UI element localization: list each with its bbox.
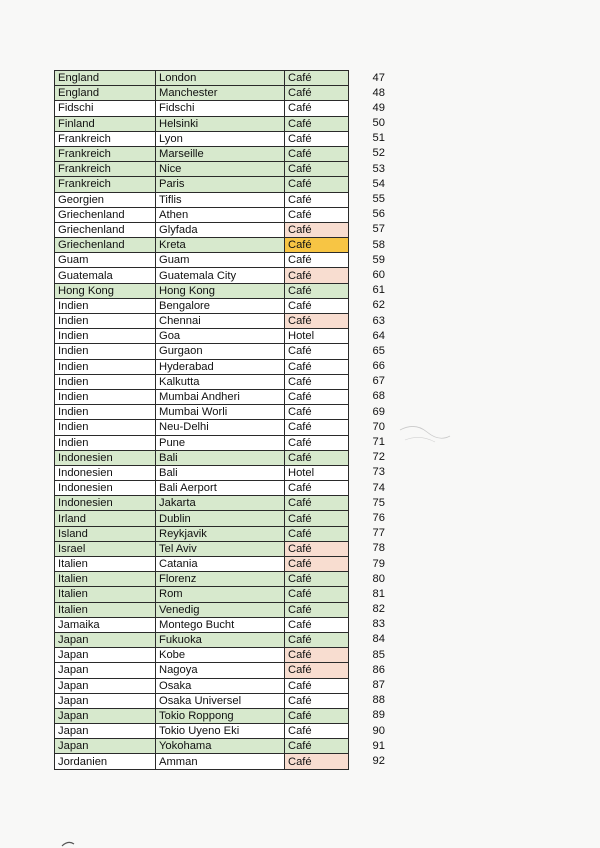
table-row	[55, 526, 350, 541]
type-cell: Café	[285, 435, 349, 450]
table-row	[55, 71, 350, 86]
row-number-cell	[349, 329, 385, 344]
row-number-cell	[349, 207, 385, 222]
row-number-cell	[349, 541, 385, 556]
scan-mark	[60, 838, 78, 848]
row-number: 55	[372, 193, 385, 205]
city-cell: Athen	[156, 207, 285, 222]
type-cell: Café	[285, 359, 349, 374]
row-number-cell	[349, 131, 385, 146]
row-number-cell	[349, 465, 385, 480]
table-row	[55, 192, 350, 207]
row-number-cell	[349, 526, 385, 541]
city-cell: Rom	[156, 587, 285, 602]
city-cell: London	[156, 71, 285, 86]
table-row	[55, 359, 350, 374]
row-number: 91	[372, 739, 385, 752]
city-cell: Dublin	[156, 511, 285, 526]
country-cell: Indonesien	[55, 496, 156, 511]
row-number: 49	[372, 101, 385, 114]
type-cell: Café	[285, 526, 349, 541]
city-cell: Montego Bucht	[156, 617, 285, 632]
table-row	[55, 708, 350, 723]
row-number: 52	[372, 147, 385, 160]
city-cell: Tokio Roppong	[156, 708, 285, 723]
row-number-cell	[349, 708, 385, 723]
row-number-cell	[349, 617, 385, 632]
country-cell: Indien	[55, 420, 156, 435]
country-cell: Island	[55, 526, 156, 541]
city-cell: Bali Aerport	[156, 481, 285, 496]
type-cell: Café	[285, 405, 349, 420]
city-cell: Tokio Uyeno Eki	[156, 724, 285, 739]
city-cell: Venedig	[156, 602, 285, 617]
type-cell: Café	[285, 314, 349, 329]
table-row	[55, 754, 350, 769]
city-cell: Guatemala City	[156, 268, 285, 283]
row-number: 80	[372, 572, 385, 585]
table-row	[55, 648, 350, 663]
table-row	[55, 298, 350, 313]
table-row	[55, 496, 350, 511]
country-cell: Japan	[55, 648, 156, 663]
type-cell: Café	[285, 632, 349, 647]
country-cell: Italien	[55, 557, 156, 572]
type-cell: Café	[285, 86, 349, 101]
table-row	[55, 268, 350, 283]
country-cell: Hong Kong	[55, 283, 156, 298]
row-number: 64	[372, 329, 385, 342]
table-row	[55, 739, 350, 754]
row-number-cell	[349, 663, 385, 678]
row-number: 51	[372, 132, 385, 145]
country-cell: Frankreich	[55, 131, 156, 146]
row-number: 81	[372, 587, 385, 600]
type-cell: Café	[285, 724, 349, 739]
country-cell: Japan	[55, 678, 156, 693]
table-row	[55, 678, 350, 693]
country-cell: Georgien	[55, 192, 156, 207]
row-number: 85	[372, 648, 385, 661]
type-cell: Café	[285, 511, 349, 526]
row-number-cell	[349, 511, 385, 526]
row-number: 59	[372, 253, 385, 266]
row-number-cell	[349, 632, 385, 647]
country-cell: Indien	[55, 374, 156, 389]
city-cell: Pune	[156, 435, 285, 450]
country-cell: Guam	[55, 253, 156, 268]
table-row	[55, 481, 350, 496]
country-cell: Frankreich	[55, 177, 156, 192]
table-body	[55, 71, 385, 770]
country-cell: Indonesien	[55, 450, 156, 465]
city-cell: Catania	[156, 557, 285, 572]
city-cell: Kobe	[156, 648, 285, 663]
table-row	[55, 222, 350, 237]
row-number: 50	[372, 117, 385, 130]
type-cell: Hotel	[285, 329, 349, 344]
row-number-cell	[349, 374, 385, 389]
country-cell: Indien	[55, 389, 156, 404]
city-cell: Paris	[156, 177, 285, 192]
row-number-cell	[349, 648, 385, 663]
type-cell: Café	[285, 389, 349, 404]
city-cell: Tiflis	[156, 192, 285, 207]
table-row	[55, 541, 350, 556]
type-cell: Café	[285, 162, 349, 177]
city-cell: Florenz	[156, 572, 285, 587]
row-number: 86	[372, 663, 385, 676]
type-cell: Hotel	[285, 465, 349, 480]
row-number: 76	[372, 511, 385, 524]
row-number-cell	[349, 754, 385, 769]
type-cell: Café	[285, 177, 349, 192]
country-cell: Frankreich	[55, 162, 156, 177]
city-cell: Bali	[156, 465, 285, 480]
country-cell: Italien	[55, 572, 156, 587]
table-row	[55, 177, 350, 192]
city-cell: Bengalore	[156, 298, 285, 313]
type-cell: Café	[285, 708, 349, 723]
country-cell: Indien	[55, 329, 156, 344]
country-cell: Italien	[55, 602, 156, 617]
row-number-cell	[349, 177, 385, 192]
row-number: 54	[372, 177, 385, 190]
type-cell: Café	[285, 678, 349, 693]
row-number: 84	[372, 633, 385, 646]
table-row	[55, 329, 350, 344]
type-cell: Café	[285, 131, 349, 146]
row-number: 79	[372, 557, 385, 570]
city-cell: Kalkutta	[156, 374, 285, 389]
row-number: 61	[372, 284, 385, 297]
row-number-cell	[349, 481, 385, 496]
row-number-cell	[349, 314, 385, 329]
city-cell: Jakarta	[156, 496, 285, 511]
country-cell: Indien	[55, 359, 156, 374]
table-row	[55, 450, 350, 465]
row-number-cell	[349, 146, 385, 161]
country-cell: Japan	[55, 708, 156, 723]
country-cell: Griechenland	[55, 222, 156, 237]
country-cell: Frankreich	[55, 146, 156, 161]
type-cell: Café	[285, 344, 349, 359]
row-number-cell	[349, 283, 385, 298]
row-number-cell	[349, 298, 385, 313]
city-cell: Yokohama	[156, 739, 285, 754]
country-cell: England	[55, 86, 156, 101]
row-number: 67	[372, 375, 385, 388]
row-number: 57	[372, 223, 385, 236]
type-cell: Café	[285, 283, 349, 298]
row-number: 90	[372, 724, 385, 737]
table-row	[55, 420, 350, 435]
pencil-scribble	[395, 412, 455, 452]
row-number-cell	[349, 344, 385, 359]
city-cell: Gurgaon	[156, 344, 285, 359]
table-row	[55, 283, 350, 298]
type-cell: Café	[285, 663, 349, 678]
row-number: 66	[372, 360, 385, 373]
city-cell: Osaka Universel	[156, 693, 285, 708]
row-number: 60	[372, 268, 385, 281]
country-cell: Indien	[55, 344, 156, 359]
row-number-cell	[349, 71, 385, 86]
country-cell: Indien	[55, 314, 156, 329]
row-number: 75	[372, 496, 385, 509]
row-number: 89	[372, 709, 385, 722]
row-number: 63	[372, 314, 385, 327]
row-number-cell	[349, 739, 385, 754]
table-row	[55, 389, 350, 404]
type-cell: Café	[285, 648, 349, 663]
city-cell: Manchester	[156, 86, 285, 101]
type-cell: Café	[285, 496, 349, 511]
row-number-cell	[349, 450, 385, 465]
type-cell: Café	[285, 238, 349, 253]
row-number-cell	[349, 557, 385, 572]
type-cell: Café	[285, 587, 349, 602]
table-row	[55, 253, 350, 268]
row-number: 58	[372, 238, 385, 251]
country-cell: Indonesien	[55, 481, 156, 496]
row-number-cell	[349, 253, 385, 268]
country-cell: Indonesien	[55, 465, 156, 480]
row-number-cell	[349, 572, 385, 587]
type-cell: Café	[285, 481, 349, 496]
row-number: 77	[372, 527, 385, 540]
table-row	[55, 116, 350, 131]
country-cell: Indien	[55, 298, 156, 313]
table-row	[55, 101, 350, 116]
row-number-cell	[349, 238, 385, 253]
city-cell: Mumbai Andheri	[156, 389, 285, 404]
row-number-cell	[349, 496, 385, 511]
table-row	[55, 632, 350, 647]
country-cell: Jamaika	[55, 617, 156, 632]
country-cell: Japan	[55, 632, 156, 647]
city-cell: Nice	[156, 162, 285, 177]
row-number-cell	[349, 359, 385, 374]
country-cell: Japan	[55, 693, 156, 708]
type-cell: Café	[285, 602, 349, 617]
row-number: 65	[372, 344, 385, 357]
row-number: 78	[372, 542, 385, 555]
country-cell: Italien	[55, 587, 156, 602]
type-cell: Café	[285, 754, 349, 769]
type-cell: Café	[285, 298, 349, 313]
country-cell: Indien	[55, 405, 156, 420]
city-cell: Mumbai Worli	[156, 405, 285, 420]
type-cell: Café	[285, 374, 349, 389]
row-number-cell	[349, 86, 385, 101]
country-cell: England	[55, 71, 156, 86]
row-number-cell	[349, 587, 385, 602]
type-cell: Café	[285, 739, 349, 754]
table-row	[55, 131, 350, 146]
city-cell: Nagoya	[156, 663, 285, 678]
row-number: 47	[372, 71, 385, 84]
table-row	[55, 587, 350, 602]
row-number: 56	[372, 208, 385, 221]
row-number: 48	[372, 86, 385, 99]
city-cell: Hong Kong	[156, 283, 285, 298]
table-row	[55, 693, 350, 708]
row-number: 92	[372, 754, 385, 767]
row-number-cell	[349, 192, 385, 207]
city-cell: Kreta	[156, 238, 285, 253]
country-cell: Japan	[55, 739, 156, 754]
country-cell: Irland	[55, 511, 156, 526]
country-cell: Griechenland	[55, 207, 156, 222]
row-number: 72	[372, 451, 385, 464]
city-cell: Chennai	[156, 314, 285, 329]
city-cell: Bali	[156, 450, 285, 465]
row-number: 70	[372, 420, 385, 433]
row-number: 73	[372, 466, 385, 479]
row-number-cell	[349, 435, 385, 450]
type-cell: Café	[285, 420, 349, 435]
type-cell: Café	[285, 71, 349, 86]
row-number: 62	[372, 299, 385, 312]
type-cell: Café	[285, 541, 349, 556]
table-row	[55, 374, 350, 389]
city-cell: Amman	[156, 754, 285, 769]
type-cell: Café	[285, 572, 349, 587]
row-number-cell	[349, 162, 385, 177]
type-cell: Café	[285, 222, 349, 237]
row-number: 71	[372, 436, 385, 448]
row-number: 69	[372, 405, 385, 418]
row-number-cell	[349, 268, 385, 283]
table-row	[55, 557, 350, 572]
city-cell: Marseille	[156, 146, 285, 161]
city-cell: Guam	[156, 253, 285, 268]
table-row	[55, 238, 350, 253]
row-number-cell	[349, 602, 385, 617]
country-cell: Griechenland	[55, 238, 156, 253]
city-cell: Osaka	[156, 678, 285, 693]
type-cell: Café	[285, 617, 349, 632]
country-cell: Guatemala	[55, 268, 156, 283]
country-cell: Fidschi	[55, 101, 156, 116]
table-row	[55, 405, 350, 420]
type-cell: Café	[285, 693, 349, 708]
row-number-cell	[349, 724, 385, 739]
table-row	[55, 146, 350, 161]
row-number: 68	[372, 390, 385, 403]
row-number-cell	[349, 420, 385, 435]
row-number: 83	[372, 618, 385, 631]
data-table	[54, 70, 385, 770]
table-row	[55, 602, 350, 617]
table-row	[55, 724, 350, 739]
type-cell: Café	[285, 268, 349, 283]
table-row	[55, 617, 350, 632]
city-cell: Hyderabad	[156, 359, 285, 374]
type-cell: Café	[285, 146, 349, 161]
type-cell: Café	[285, 450, 349, 465]
row-number-cell	[349, 101, 385, 116]
city-cell: Reykjavik	[156, 526, 285, 541]
type-cell: Café	[285, 116, 349, 131]
row-number-cell	[349, 116, 385, 131]
row-number-cell	[349, 693, 385, 708]
row-number: 74	[372, 481, 385, 494]
table-row	[55, 511, 350, 526]
country-cell: Japan	[55, 663, 156, 678]
type-cell: Café	[285, 253, 349, 268]
table-row	[55, 663, 350, 678]
row-number-cell	[349, 405, 385, 420]
table-row	[55, 162, 350, 177]
country-cell: Japan	[55, 724, 156, 739]
row-number: 87	[372, 679, 385, 691]
type-cell: Café	[285, 192, 349, 207]
row-number: 82	[372, 603, 385, 616]
row-number: 88	[372, 694, 385, 707]
country-cell: Jordanien	[55, 754, 156, 769]
country-cell: Indien	[55, 435, 156, 450]
type-cell: Café	[285, 207, 349, 222]
city-cell: Lyon	[156, 131, 285, 146]
table-row	[55, 86, 350, 101]
city-cell: Fidschi	[156, 101, 285, 116]
table-row	[55, 207, 350, 222]
city-cell: Tel Aviv	[156, 541, 285, 556]
table-row	[55, 344, 350, 359]
country-cell: Israel	[55, 541, 156, 556]
row-number: 53	[372, 162, 385, 175]
row-number-cell	[349, 678, 385, 693]
table-row	[55, 465, 350, 480]
city-cell: Helsinki	[156, 116, 285, 131]
city-cell: Glyfada	[156, 222, 285, 237]
row-number-cell	[349, 222, 385, 237]
type-cell: Café	[285, 101, 349, 116]
city-cell: Fukuoka	[156, 632, 285, 647]
city-cell: Neu-Delhi	[156, 420, 285, 435]
row-number-cell	[349, 389, 385, 404]
city-cell: Goa	[156, 329, 285, 344]
table-row	[55, 572, 350, 587]
table-row	[55, 314, 350, 329]
table-row	[55, 435, 350, 450]
type-cell: Café	[285, 557, 349, 572]
country-cell: Finland	[55, 116, 156, 131]
